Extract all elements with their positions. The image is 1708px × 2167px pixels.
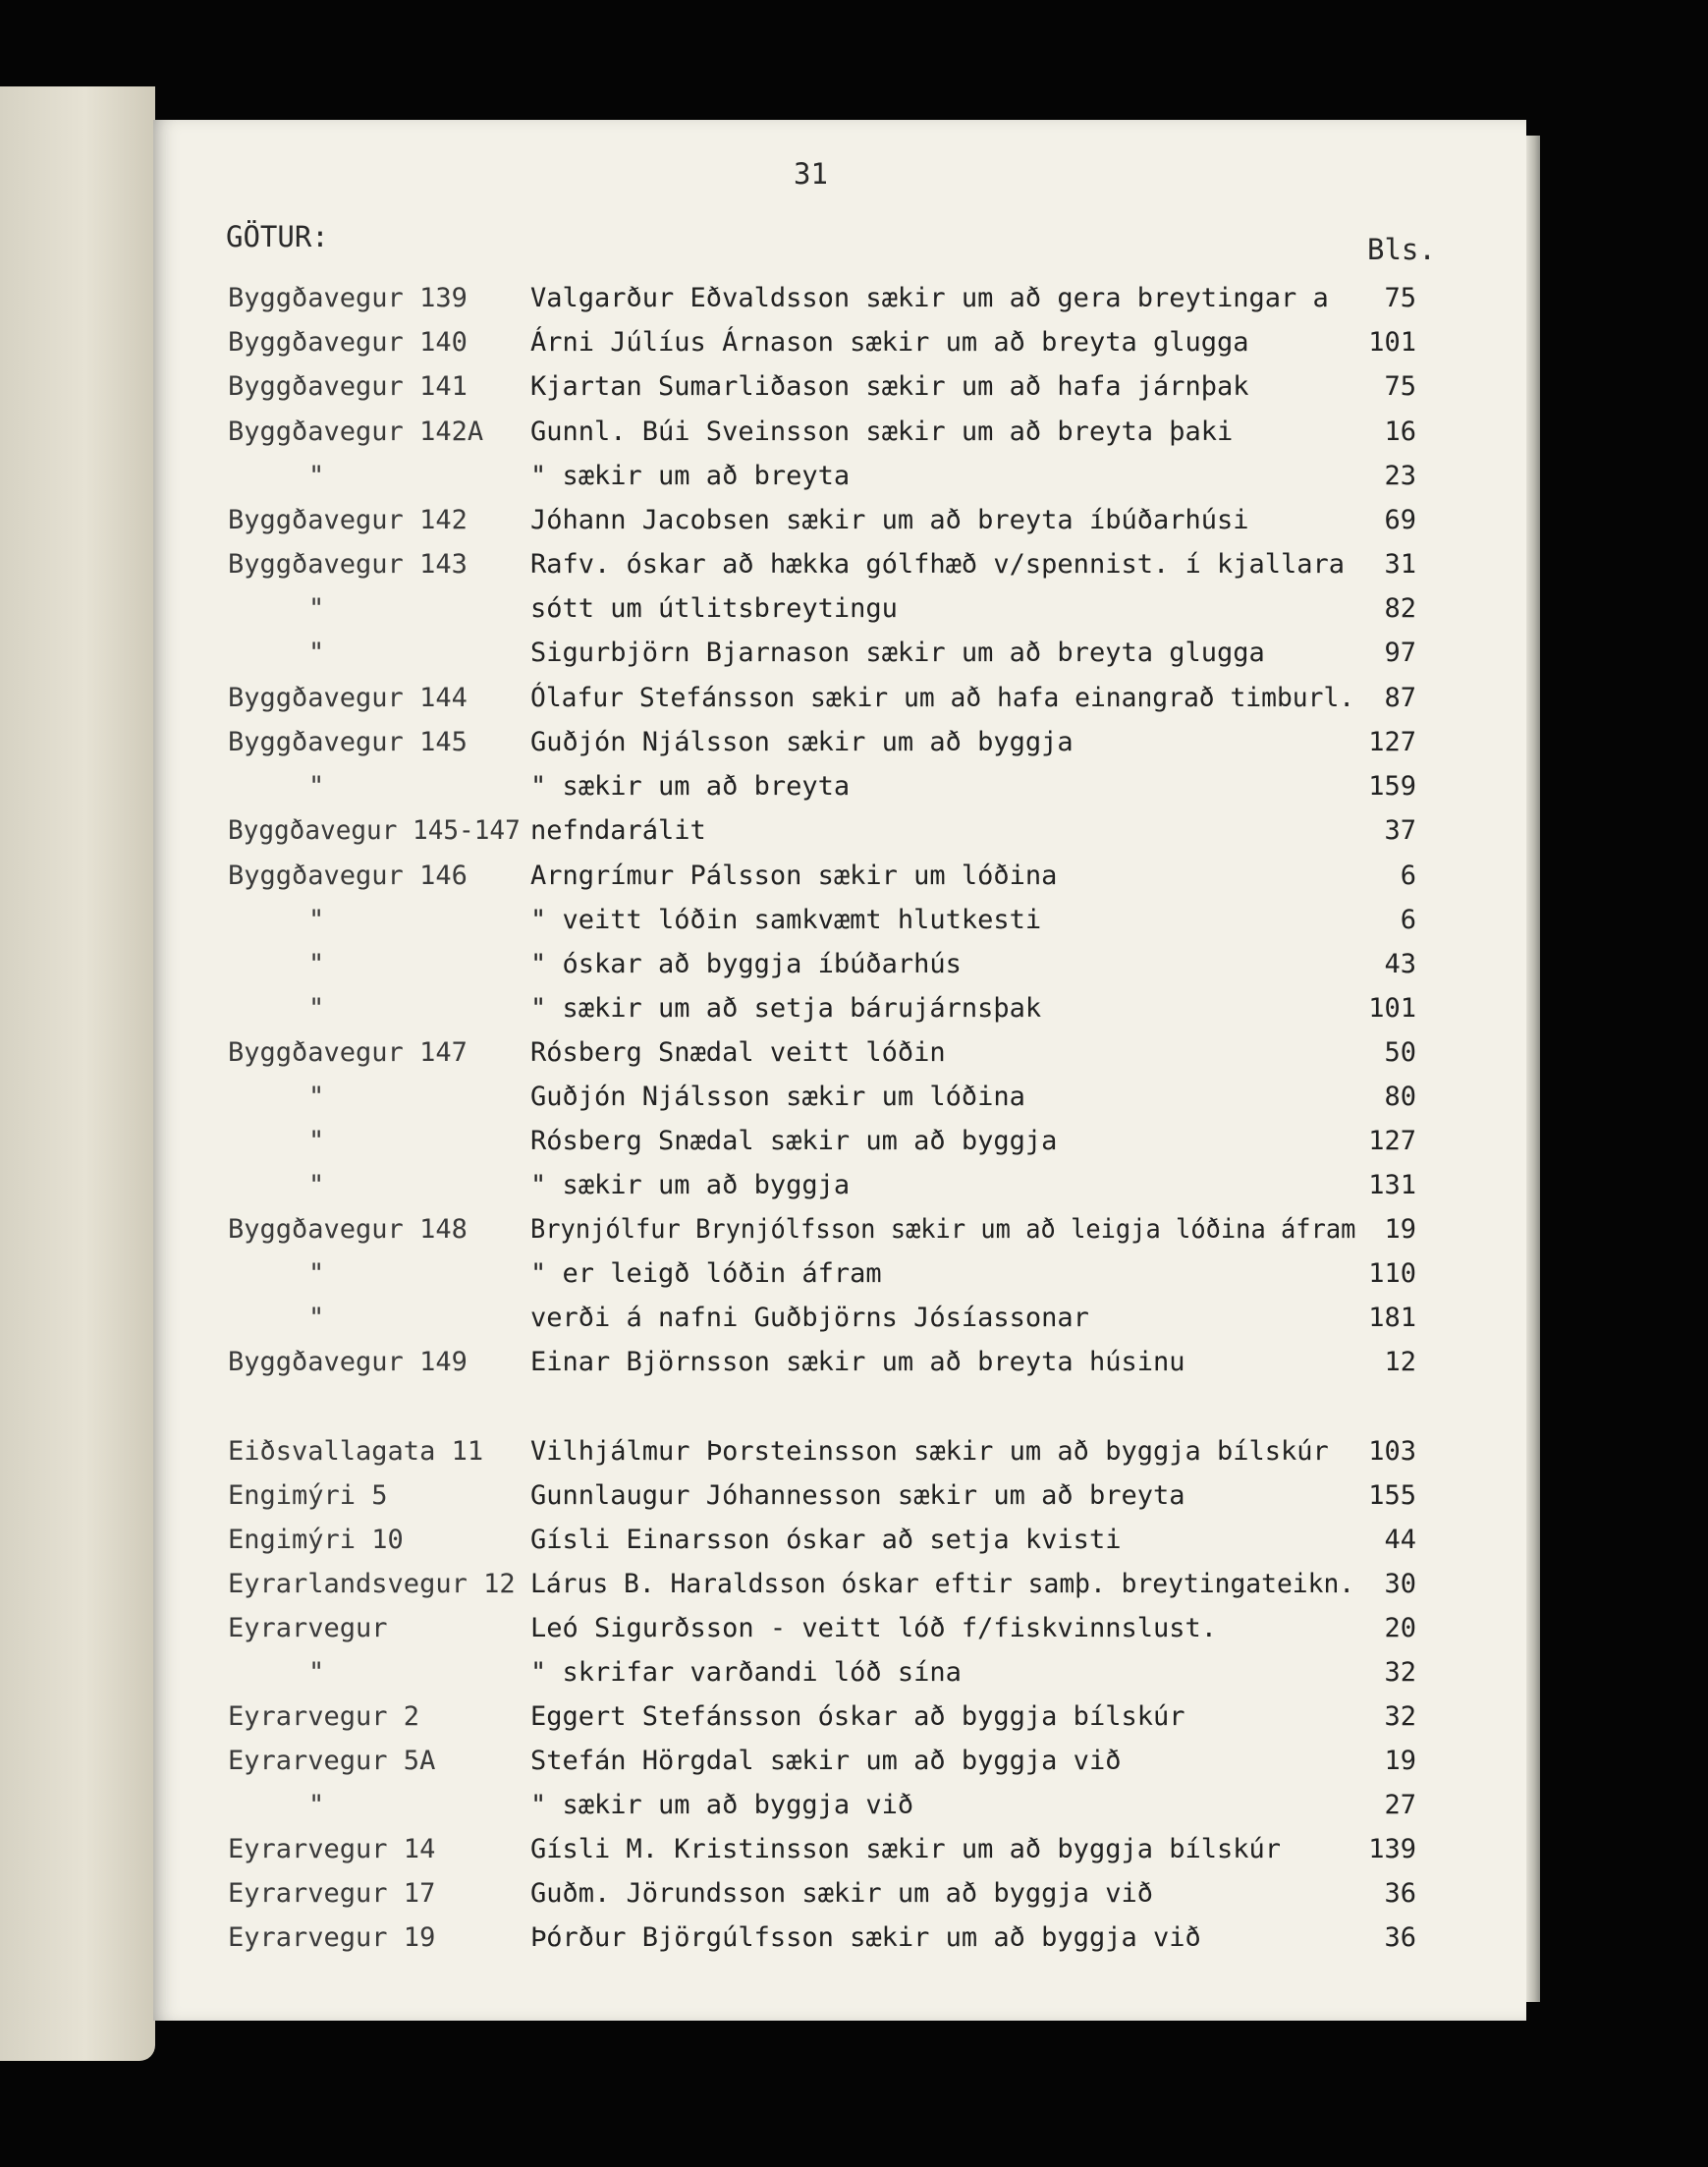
entry-text: Rafv. óskar að hækka gólfhæð v/spennist. í kjallara — [530, 549, 1346, 580]
street-name: Eyrarvegur 2 — [228, 1701, 420, 1732]
index-row — [0, 283, 1708, 322]
index-row — [0, 371, 1708, 411]
index-row — [0, 1746, 1708, 1785]
entry-text: Kjartan Sumarliðason sækir um að hafa járnþak — [530, 371, 1249, 402]
page-reference: 32 — [1384, 1657, 1416, 1688]
index-row — [0, 1569, 1708, 1608]
street-name: Eyrarvegur 19 — [228, 1922, 436, 1953]
page-reference: 50 — [1384, 1037, 1416, 1068]
streets-heading: GÖTUR: — [226, 220, 329, 253]
index-row — [0, 1657, 1708, 1696]
page-number: 31 — [794, 157, 828, 191]
street-name: " — [308, 461, 325, 491]
page-reference: 12 — [1384, 1347, 1416, 1377]
entry-text: Sigurbjörn Bjarnason sækir um að breyta glugga — [530, 638, 1265, 668]
page-reference: 127 — [1368, 727, 1416, 757]
entry-text: " sækir um að breyta — [530, 771, 851, 802]
page-reference: 101 — [1368, 327, 1416, 358]
index-row — [0, 1037, 1708, 1077]
page-reference: 27 — [1384, 1790, 1416, 1820]
entry-text: sótt um útlitsbreytingu — [530, 593, 898, 624]
page-reference: 131 — [1368, 1170, 1416, 1200]
index-row — [0, 461, 1708, 500]
entry-text: Árni Júlíus Árnason sækir um að breyta glugga — [530, 327, 1249, 358]
street-name: Eyrarvegur — [228, 1613, 388, 1643]
page-reference: 30 — [1384, 1569, 1416, 1599]
street-name: Byggðavegur 147 — [228, 1037, 468, 1068]
entry-text: " óskar að byggja íbúðarhús — [530, 949, 962, 979]
entry-text: Arngrímur Pálsson sækir um lóðina — [530, 861, 1058, 891]
entry-text: Lárus B. Haraldsson óskar eftir samþ. breytingateikn. — [530, 1569, 1355, 1599]
entry-text: Guðm. Jörundsson sækir um að byggja við — [530, 1878, 1153, 1909]
page-reference: 127 — [1368, 1126, 1416, 1156]
index-row — [0, 861, 1708, 900]
page-reference: 31 — [1384, 549, 1416, 580]
street-name: Byggðavegur 145-147 — [228, 815, 521, 846]
street-name: Eyrarlandsvegur 12 — [228, 1569, 516, 1599]
street-name: " — [308, 1258, 325, 1289]
index-row — [0, 771, 1708, 810]
page-reference: 16 — [1384, 417, 1416, 447]
page-reference: 101 — [1368, 993, 1416, 1024]
street-name: Byggðavegur 139 — [228, 283, 468, 313]
street-name: " — [308, 1126, 325, 1156]
page-column-label: Bls. — [1367, 233, 1436, 266]
page-reference: 43 — [1384, 949, 1416, 979]
page-reference: 19 — [1384, 1214, 1416, 1245]
index-row — [0, 1480, 1708, 1520]
page-reference: 36 — [1384, 1922, 1416, 1953]
index-row — [0, 683, 1708, 722]
page-reference: 155 — [1368, 1480, 1416, 1511]
entry-text: Einar Björnsson sækir um að breyta húsinu — [530, 1347, 1185, 1377]
street-name: Byggðavegur 144 — [228, 683, 468, 713]
page-reference: 75 — [1384, 371, 1416, 402]
index-row — [0, 727, 1708, 766]
street-name: Eyrarvegur 17 — [228, 1878, 436, 1909]
street-name: Engimýri 5 — [228, 1480, 388, 1511]
index-row — [0, 1613, 1708, 1652]
page-reference: 97 — [1384, 638, 1416, 668]
street-name: Byggðavegur 142A — [228, 417, 484, 447]
page-reference: 75 — [1384, 283, 1416, 313]
entry-text: " sækir um að breyta — [530, 461, 851, 491]
entry-text: Ólafur Stefánsson sækir um að hafa einangrað timburl. — [530, 683, 1355, 713]
entry-text: " sækir um að byggja við — [530, 1790, 914, 1820]
index-row — [0, 505, 1708, 544]
index-row — [0, 949, 1708, 988]
street-name: " — [308, 638, 325, 668]
index-row — [0, 1082, 1708, 1121]
index-row — [0, 1436, 1708, 1475]
entry-text: " veitt lóðin samkvæmt hlutkesti — [530, 905, 1042, 935]
street-name: Byggðavegur 145 — [228, 727, 468, 757]
street-name: Engimýri 10 — [228, 1525, 404, 1555]
index-row — [0, 327, 1708, 366]
entry-text: " sækir um að setja bárujárnsþak — [530, 993, 1042, 1024]
entry-text: Guðjón Njálsson sækir um lóðina — [530, 1082, 1025, 1112]
street-name: " — [308, 905, 325, 935]
street-name: " — [308, 993, 325, 1024]
index-row — [0, 549, 1708, 588]
index-row — [0, 1126, 1708, 1165]
index-row — [0, 1790, 1708, 1829]
page-reference: 6 — [1400, 905, 1416, 935]
entry-text: Guðjón Njálsson sækir um að byggja — [530, 727, 1074, 757]
street-name: Byggðavegur 148 — [228, 1214, 468, 1245]
entry-text: Gunnl. Búi Sveinsson sækir um að breyta þaki — [530, 417, 1234, 447]
street-name: " — [308, 1170, 325, 1200]
street-name: " — [308, 593, 325, 624]
index-row — [0, 815, 1708, 855]
street-name: Byggðavegur 143 — [228, 549, 468, 580]
index-row — [0, 993, 1708, 1032]
index-row — [0, 1701, 1708, 1741]
index-row — [0, 1214, 1708, 1253]
index-row — [0, 638, 1708, 677]
entry-text: Valgarður Eðvaldsson sækir um að gera breytingar a — [530, 283, 1329, 313]
entry-text: nefndarálit — [530, 815, 706, 846]
street-name: " — [308, 1082, 325, 1112]
page-reference: 139 — [1368, 1834, 1416, 1864]
entry-text: Vilhjálmur Þorsteinsson sækir um að byggja bílskúr — [530, 1436, 1329, 1467]
entry-text: Gísli Einarsson óskar að setja kvisti — [530, 1525, 1122, 1555]
street-name: Byggðavegur 142 — [228, 505, 468, 535]
street-name: Eyrarvegur 14 — [228, 1834, 436, 1864]
page-reference: 87 — [1384, 683, 1416, 713]
entry-text: Rósberg Snædal veitt lóðin — [530, 1037, 946, 1068]
street-name: Byggðavegur 149 — [228, 1347, 468, 1377]
entry-text: " skrifar varðandi lóð sína — [530, 1657, 962, 1688]
page-reference: 6 — [1400, 861, 1416, 891]
entry-text: Brynjólfur Brynjólfsson sækir um að leigja lóðina áfram — [530, 1214, 1356, 1245]
index-row — [0, 1922, 1708, 1962]
index-row — [0, 1347, 1708, 1386]
index-row — [0, 905, 1708, 944]
index-row — [0, 593, 1708, 633]
street-name: " — [308, 771, 325, 802]
entry-text: Gunnlaugur Jóhannesson sækir um að breyta — [530, 1480, 1185, 1511]
index-row — [0, 1303, 1708, 1342]
entry-text: Jóhann Jacobsen sækir um að breyta íbúðarhúsi — [530, 505, 1249, 535]
index-row — [0, 1170, 1708, 1209]
index-row — [0, 1878, 1708, 1917]
entry-text: Leó Sigurðsson - veitt lóð f/fiskvinnslust. — [530, 1613, 1217, 1643]
entry-text: " er leigð lóðin áfram — [530, 1258, 882, 1289]
street-name: " — [308, 1657, 325, 1688]
street-name: Eiðsvallagata 11 — [228, 1436, 484, 1467]
street-name: Byggðavegur 146 — [228, 861, 468, 891]
index-row — [0, 1525, 1708, 1564]
street-name: Byggðavegur 141 — [228, 371, 468, 402]
index-row — [0, 1834, 1708, 1873]
street-name: Byggðavegur 140 — [228, 327, 468, 358]
page-reference: 23 — [1384, 461, 1416, 491]
page-reference: 36 — [1384, 1878, 1416, 1909]
page-reference: 20 — [1384, 1613, 1416, 1643]
page-reference: 37 — [1384, 815, 1416, 846]
page-reference: 69 — [1384, 505, 1416, 535]
page-reference: 103 — [1368, 1436, 1416, 1467]
page-reference: 159 — [1368, 771, 1416, 802]
street-name: " — [308, 949, 325, 979]
entry-text: Eggert Stefánsson óskar að byggja bílskúr — [530, 1701, 1185, 1732]
page-reference: 82 — [1384, 593, 1416, 624]
street-name: Eyrarvegur 5A — [228, 1746, 436, 1776]
index-row — [0, 417, 1708, 456]
entry-text: Gísli M. Kristinsson sækir um að byggja bílskúr — [530, 1834, 1282, 1864]
entry-text: Þórður Björgúlfsson sækir um að byggja við — [530, 1922, 1201, 1953]
page-reference: 19 — [1384, 1746, 1416, 1776]
entry-text: Rósberg Snædal sækir um að byggja — [530, 1126, 1058, 1156]
page-reference: 44 — [1384, 1525, 1416, 1555]
entry-text: " sækir um að byggja — [530, 1170, 851, 1200]
page-reference: 181 — [1368, 1303, 1416, 1333]
street-name: " — [308, 1303, 325, 1333]
entry-text: Stefán Hörgdal sækir um að byggja við — [530, 1746, 1122, 1776]
page-reference: 110 — [1368, 1258, 1416, 1289]
page-reference: 80 — [1384, 1082, 1416, 1112]
street-name: " — [308, 1790, 325, 1820]
page-reference: 32 — [1384, 1701, 1416, 1732]
entry-text: verði á nafni Guðbjörns Jósíassonar — [530, 1303, 1089, 1333]
index-row — [0, 1258, 1708, 1298]
